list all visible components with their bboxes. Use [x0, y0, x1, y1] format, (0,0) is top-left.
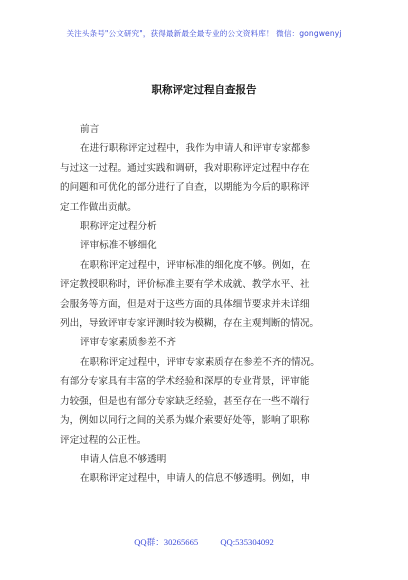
paragraph-line: 与过这一过程。通过实践和调研，我对职称评定过程中存在	[60, 162, 310, 174]
subsection-heading: 评审标准不够细化	[80, 240, 157, 252]
paragraph-line: 为，例如以同行之间的关系为媒介索要好处等，影响了职称	[60, 415, 310, 427]
paragraph-line: 在职称评定过程中，评审标准的细化度不够。例如，在	[80, 259, 311, 271]
subsection-heading: 评审专家素质参差不齐	[80, 337, 176, 349]
paragraph-line: 在进行职称评定过程中，我作为申请人和评审专家都参	[80, 143, 311, 155]
document-body	[60, 120, 352, 489]
section-heading: 职称评定过程分析	[80, 221, 157, 233]
paragraph-line: 定工作做出贡献。	[60, 201, 137, 213]
paragraph-line: 力较强，但是也有部分专家缺乏经验，甚至存在一些不端行	[60, 395, 310, 407]
paragraph-line: 有部分专家具有丰富的学术经验和深厚的专业背景，评审能	[60, 376, 310, 388]
subsection-heading: 申请人信息不够透明	[80, 453, 167, 465]
paragraph-line: 在职称评定过程中，申请人的信息不够透明。例如，申	[80, 473, 311, 485]
paragraph-line: 的问题和可优化的部分进行了自查，以期能为今后的职称评	[60, 182, 310, 194]
paragraph-line: 列出，导致评审专家评测时较为模糊，存在主观判断的情况。	[60, 318, 320, 330]
paragraph-line: 会服务等方面，但是对于这些方面的具体细节要求并未详细	[60, 298, 310, 310]
paragraph-line: 评定过程的公正性。	[60, 434, 147, 446]
paragraph-line: 在职称评定过程中，评审专家素质存在参差不齐的情况。	[80, 356, 320, 368]
footer-qq-group: QQ群：30265665	[134, 537, 199, 547]
header-notice: 关注头条号"公文研究"，获得最新最全最专业的公文资料库！ 微信：gongwenyj	[66, 29, 342, 38]
page-title: 职称评定过程自查报告	[151, 84, 257, 96]
section-heading: 前言	[80, 124, 100, 135]
footer-qq-number: QQ:535304092	[220, 537, 274, 547]
footer-contact	[0, 536, 408, 548]
paragraph-line: 评定教授职称时，评价标准主要有学术成就、教学水平、社	[60, 279, 310, 291]
